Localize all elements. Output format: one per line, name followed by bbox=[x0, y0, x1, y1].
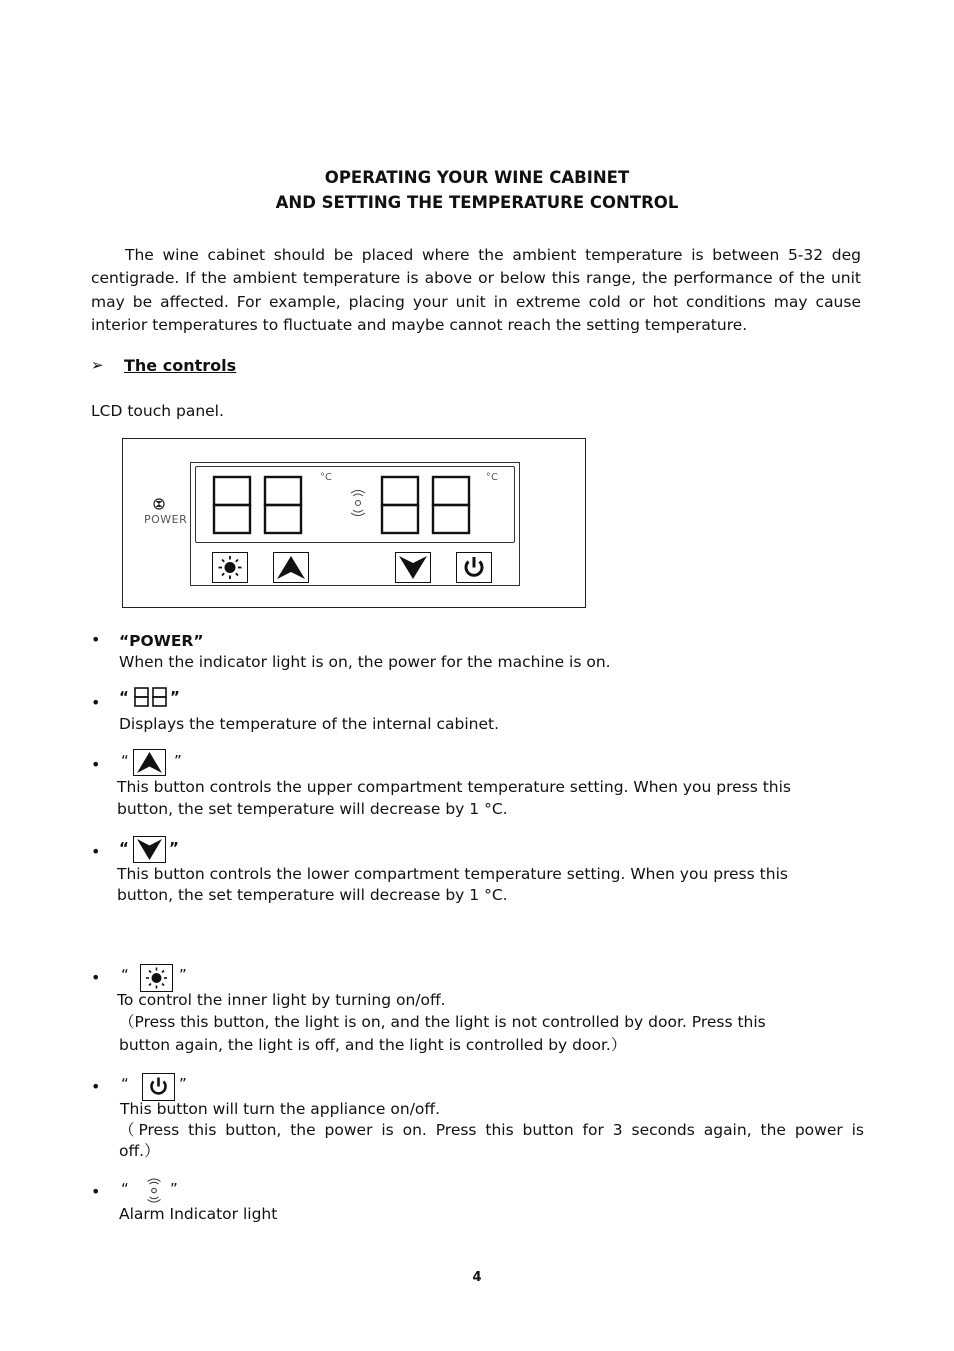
onoff-item-desc-line1: This button will turn the appliance on/off. bbox=[120, 1100, 441, 1118]
light-item-desc-line1: To control the inner light by turning on/off. bbox=[117, 991, 446, 1009]
alarm-icon bbox=[348, 488, 368, 518]
power-item-desc: When the indicator light is on, the power for the machine is on. bbox=[119, 653, 611, 671]
light-icon bbox=[213, 553, 247, 582]
digit-display-icon bbox=[132, 686, 170, 708]
light-item-desc-line2: （Press this button, the light is on, and the light is not controlled by door. Press this bbox=[119, 1013, 766, 1031]
alarm-item-desc: Alarm Indicator light bbox=[119, 1205, 278, 1223]
power-item-label: “POWER” bbox=[119, 632, 204, 650]
quote-open: “ bbox=[121, 1075, 129, 1093]
bullet: • bbox=[91, 693, 101, 712]
quote-close: ” bbox=[170, 688, 180, 706]
bullet: • bbox=[91, 842, 101, 861]
power-button[interactable] bbox=[456, 552, 492, 583]
alarm-icon bbox=[145, 1177, 163, 1204]
onoff-item-desc-line2: （Press this button, the power is on. Press this button for 3 seconds again, the power is bbox=[119, 1121, 864, 1139]
panel-caption: LCD touch panel. bbox=[91, 402, 224, 420]
quote-open: “ bbox=[121, 966, 129, 984]
unit-right: °C bbox=[486, 472, 498, 483]
quote-open: “ bbox=[119, 839, 129, 857]
quote-open: “ bbox=[119, 688, 129, 706]
up-arrow-icon bbox=[134, 750, 165, 775]
page-number: 4 bbox=[472, 1270, 482, 1285]
section-title: The controls bbox=[124, 356, 237, 375]
bullet: • bbox=[91, 1182, 101, 1201]
display-frame bbox=[190, 462, 520, 586]
power-indicator-icon bbox=[153, 498, 165, 510]
power-button-icon bbox=[457, 553, 491, 582]
down-item-desc-line1: This button controls the lower compartment temperature setting. When you press this bbox=[117, 865, 788, 883]
quote-close: ” bbox=[174, 752, 182, 770]
down-arrow-icon bbox=[396, 553, 430, 582]
down-arrow-sample bbox=[133, 836, 166, 863]
light-sample bbox=[140, 964, 173, 992]
quote-close: ” bbox=[179, 1075, 187, 1093]
digit-display-left bbox=[210, 474, 310, 538]
power-sample bbox=[142, 1073, 175, 1101]
page-title-line2: AND SETTING THE TEMPERATURE CONTROL bbox=[275, 193, 679, 212]
power-button-icon bbox=[143, 1074, 174, 1100]
up-arrow-sample bbox=[133, 749, 166, 776]
up-button[interactable] bbox=[273, 552, 309, 583]
up-item-desc-line1: This button controls the upper compartment temperature setting. When you press this bbox=[117, 778, 791, 796]
quote-open: “ bbox=[121, 1180, 129, 1198]
up-arrow-icon bbox=[274, 553, 308, 582]
quote-close: ” bbox=[170, 1180, 178, 1198]
bullet: • bbox=[91, 1077, 101, 1096]
down-item-desc-line2: button, the set temperature will decrease by 1 °C. bbox=[117, 886, 508, 904]
bullet: • bbox=[91, 630, 101, 649]
intro-paragraph: The wine cabinet should be placed where the ambient temperature is between 5-32 deg centigrade. If the ambient temperature is above or below this range, the performance of the unit may be affected. For example, placing your unit in extreme cold or hot conditions may cause interior temperatures to fluctuate and maybe cannot reach the setting temperature. bbox=[91, 246, 861, 334]
light-icon bbox=[141, 965, 172, 991]
page-title-line1: OPERATING YOUR WINE CABINET bbox=[324, 168, 630, 187]
digit-display-right bbox=[378, 474, 478, 538]
bullet: • bbox=[91, 755, 101, 774]
quote-open: “ bbox=[121, 752, 129, 770]
up-item-desc-line2: button, the set temperature will decrease by 1 °C. bbox=[117, 800, 508, 818]
section-arrow-icon: ➢ bbox=[91, 356, 104, 374]
down-button[interactable] bbox=[395, 552, 431, 583]
light-item-desc-line3: button again, the light is off, and the light is controlled by door.） bbox=[119, 1036, 627, 1054]
display-item-desc: Displays the temperature of the internal cabinet. bbox=[119, 715, 500, 733]
quote-close: ” bbox=[179, 966, 187, 984]
power-indicator-label: POWER bbox=[144, 513, 188, 526]
unit-left: °C bbox=[320, 472, 332, 483]
onoff-item-desc-line3: off.） bbox=[119, 1142, 160, 1160]
down-arrow-icon bbox=[134, 837, 165, 862]
lcd-screen bbox=[195, 466, 515, 543]
bullet: • bbox=[91, 968, 101, 987]
quote-close: ” bbox=[169, 839, 179, 857]
light-button[interactable] bbox=[212, 552, 248, 583]
lcd-touch-panel bbox=[122, 438, 586, 608]
